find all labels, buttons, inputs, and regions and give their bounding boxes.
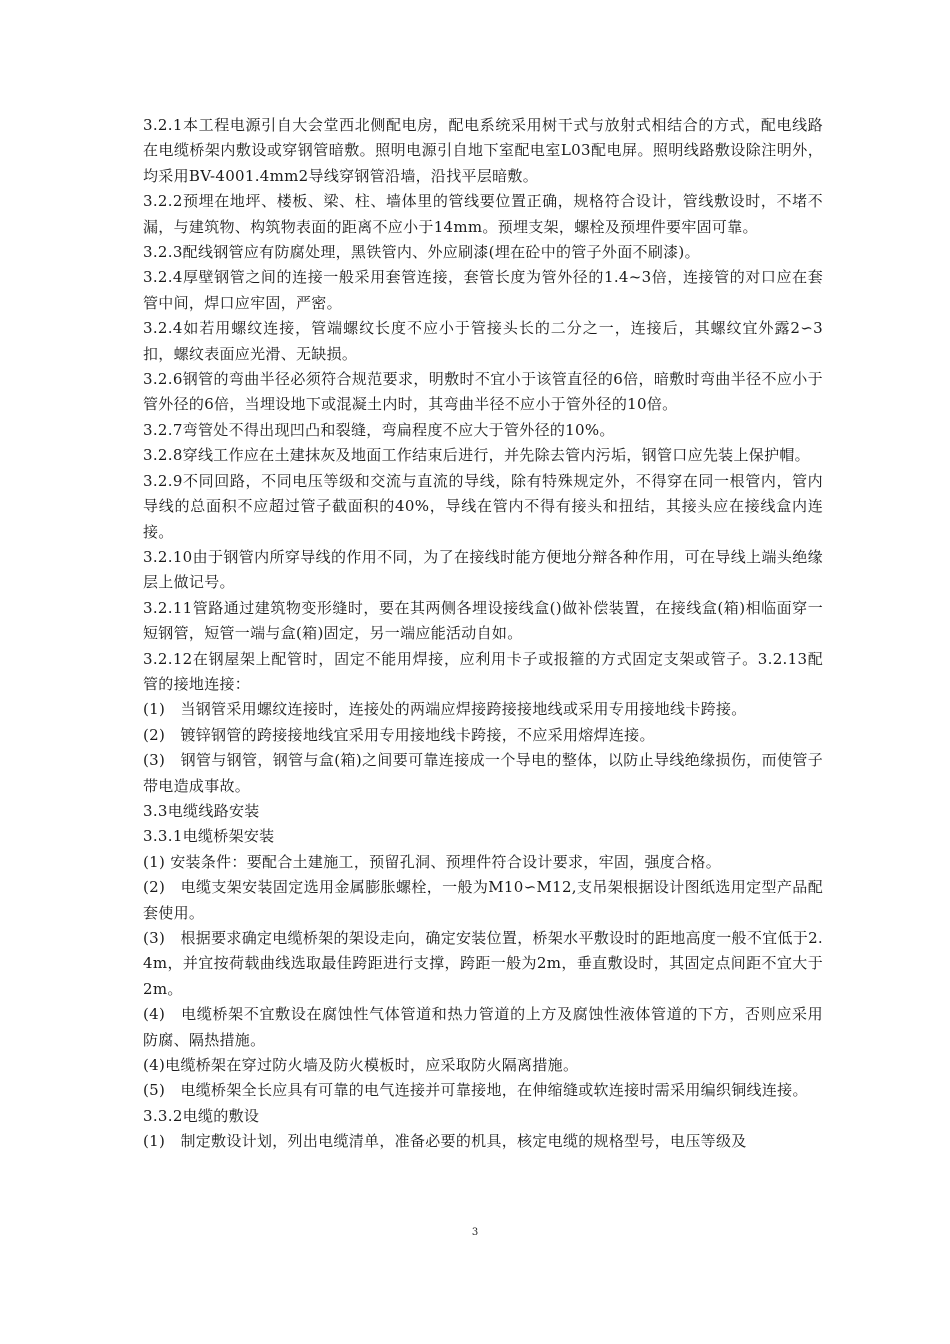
list-item: (1) 安装条件：要配合土建施工，预留孔洞、预埋件符合设计要求，牢固，强度合格。: [143, 852, 722, 871]
paragraph-3-2-3: 3.2.3配线钢管应有防腐处理，黑铁管内、外应刷漆(埋在砼中的管子外面不刷漆)。: [143, 243, 700, 262]
document-body: [143, 113, 823, 1155]
list-item: (3) 钢管与钢管，钢管与盒(箱)之间要可靠连接成一个导电的整体，以防止导线绝缘损伤，而使管子带电造成事故。: [143, 751, 823, 795]
list-item: (5) 电缆桥架全长应具有可靠的电气连接并可靠接地，在伸缩缝或软连接时需采用编织铜线连接。: [143, 1081, 808, 1100]
section-heading-3-3: 3.3电缆线路安装: [143, 801, 260, 820]
paragraph-3-2-1: 3.2.1本工程电源引自大会堂西北侧配电房，配电系统采用树干式与放射式相结合的方式，配电线路在电缆桥架内敷设或穿钢管暗敷。照明电源引自地下室配电室L03配电屏。照明线路敷设除注明外，均采用BV-4001.4mm2导线穿钢管沿墙，沿找平层暗敷。: [143, 116, 823, 185]
section-heading-3-3-1: 3.3.1电缆桥架安装: [143, 827, 275, 846]
paragraph-3-2-10: 3.2.10由于钢管内所穿导线的作用不同，为了在接线时能方便地分辩各种作用，可在导线上端头绝缘层上做记号。: [143, 547, 823, 592]
section-heading-3-3-2: 3.3.2电缆的敷设: [143, 1106, 260, 1125]
list-item: (4) 电缆桥架不宜敷设在腐蚀性气体管道和热力管道的上方及腐蚀性液体管道的下方，否则应采用防腐、隔热措施。: [143, 1005, 823, 1049]
list-item: (2) 电缆支架安装固定选用金属膨胀螺栓，一般为M10∽M12,支吊架根据设计图纸选用定型产品配套使用。: [143, 878, 823, 922]
paragraph-3-2-6: 3.2.6钢管的弯曲半径必须符合规范要求，明敷时不宜小于该管直径的6倍，暗敷时弯曲半径不应小于管外径的6倍，当埋设地下或混凝土内时，其弯曲半径不应小于管外径的10倍。: [143, 370, 823, 414]
paragraph-3-2-2: 3.2.2预埋在地坪、楼板、梁、柱、墙体里的管线要位置正确，规格符合设计，管线敷设时，不堵不漏，与建筑物、构筑物表面的距离不应小于14mm。预埋支架，螺栓及预埋件要牢固可靠。: [143, 192, 823, 236]
paragraph-3-2-12: 3.2.12在钢屋架上配管时，固定不能用焊接，应利用卡子或报箍的方式固定支架或管子。3.2.13配管的接地连接：: [143, 649, 823, 693]
paragraph-3-2-4: 3.2.4厚壁钢管之间的连接一般采用套管连接，套管长度为管外径的1.4~3倍，连接管的对口应在套管中间，焊口应牢固，严密。: [143, 268, 823, 312]
list-item: (4)电缆桥架在穿过防火墙及防火模板时，应采取防火隔离措施。: [143, 1056, 579, 1075]
list-item: (1) 制定敷设计划，列出电缆清单，准备必要的机具，核定电缆的规格型号，电压等级及: [143, 1132, 747, 1151]
paragraph-3-2-11: 3.2.11管路通过建筑物变形缝时，要在其两侧各埋设接线盒()做补偿装置，在接线盒(箱)相临面穿一短钢管，短管一端与盒(箱)固定，另一端应能活动自如。: [143, 598, 823, 643]
paragraph-3-2-8: 3.2.8穿线工作应在土建抹灰及地面工作结束后进行，并先除去管内污垢，钢管口应先装上保护帽。: [143, 446, 810, 465]
list-item: (1) 当钢管采用螺纹连接时，连接处的两端应焊接跨接接地线或采用专用接地线卡跨接。: [143, 700, 747, 719]
page-number: 3: [471, 1227, 479, 1238]
paragraph-3-2-9: 3.2.9不同回路，不同电压等级和交流与直流的导线，除有特殊规定外，不得穿在同一根管内，管内导线的总面积不应超过管子截面积的40%，导线在管内不得有接头和扭结，其接头应在接线盒内连接。: [143, 471, 823, 541]
list-item: (2) 镀锌钢管的跨接接地线宜采用专用接地线卡跨接，不应采用熔焊连接。: [143, 725, 655, 744]
paragraph-3-2-4b: 3.2.4如若用螺纹连接，管端螺纹长度不应小于管接头长的二分之一，连接后，其螺纹宜外露2∽3扣，螺纹表面应光滑、无缺损。: [143, 319, 823, 363]
paragraph-3-2-7: 3.2.7弯管处不得出现凹凸和裂缝，弯扁程度不应大于管外径的10%。: [143, 420, 615, 439]
list-item: (3) 根据要求确定电缆桥架的架设走向，确定安装位置，桥架水平敷设时的距地高度一般不宜低于2.4m，并宜按荷载曲线选取最佳跨距进行支撑，跨距一般为2m，垂直敷设时，其固定点间距不宜大于2m。: [143, 929, 823, 998]
